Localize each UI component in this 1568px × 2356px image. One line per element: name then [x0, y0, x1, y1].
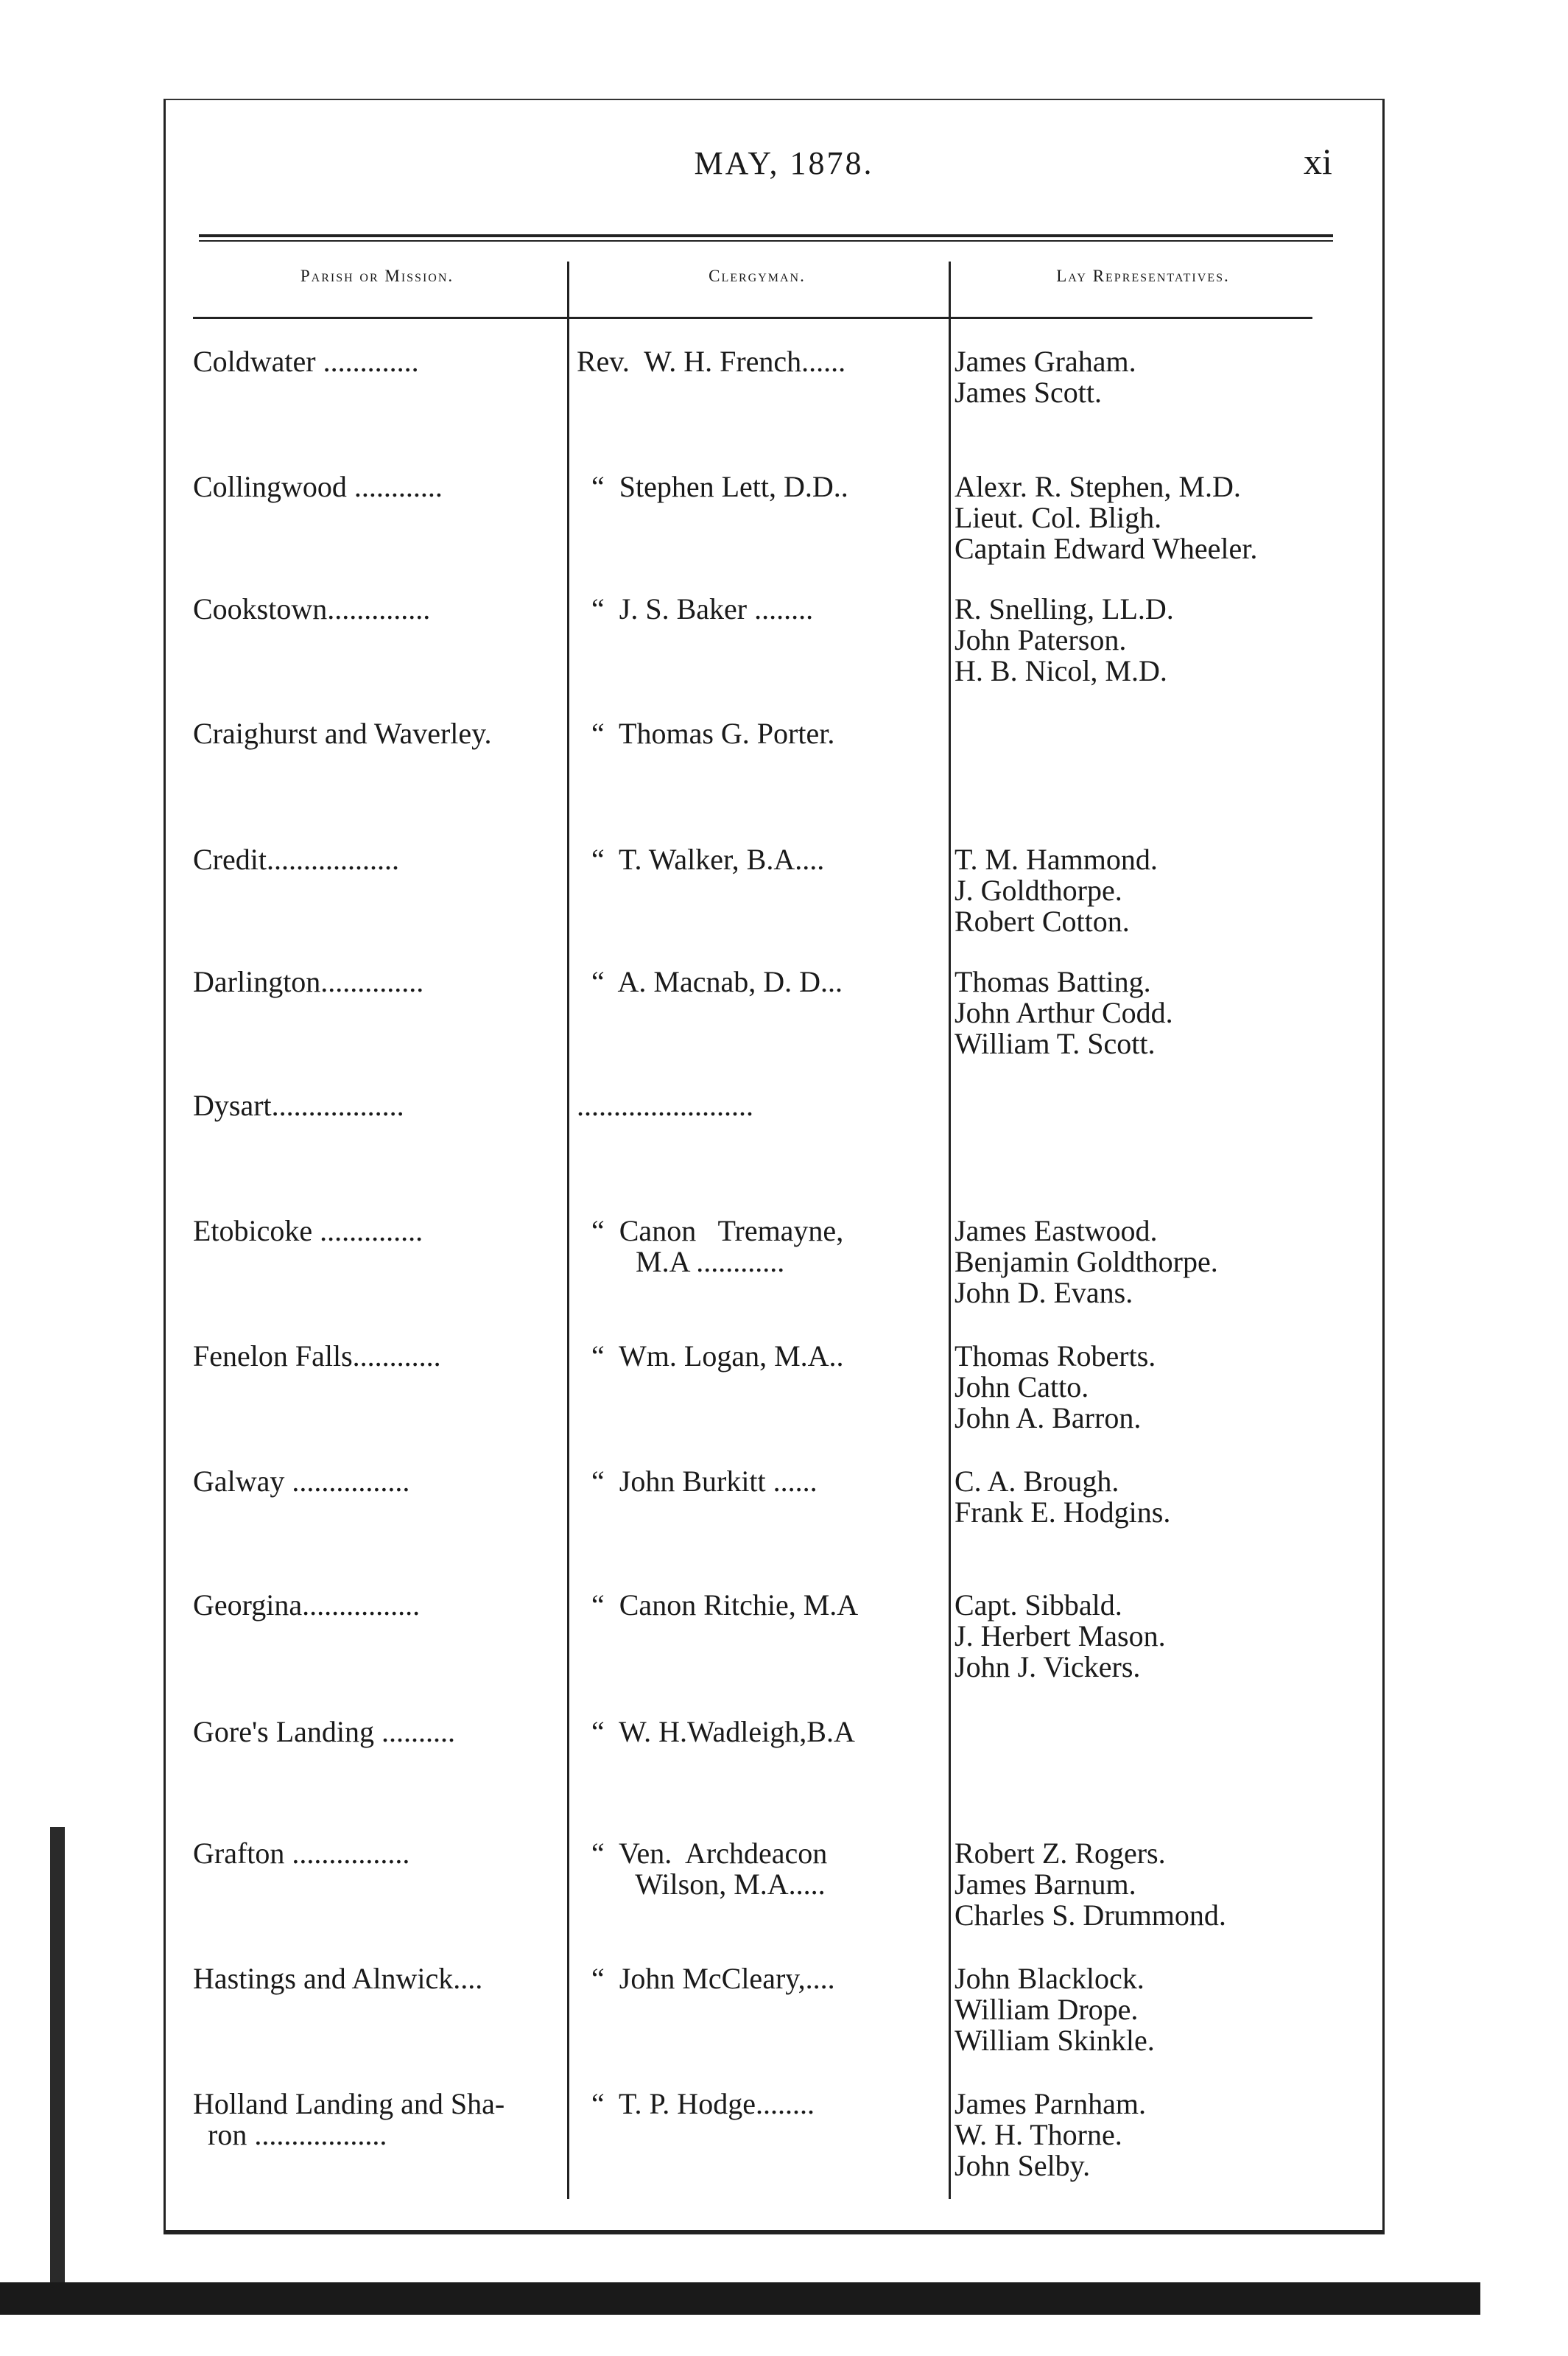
- parish-name: Dysart..................: [193, 1089, 404, 1122]
- clergyman-name: “ Stephen Lett, D.D..: [577, 470, 848, 503]
- lay-representative: Robert Cotton.: [954, 905, 1130, 938]
- column-header-parish: Parish or Mission.: [300, 267, 454, 285]
- lay-representative: John Selby.: [954, 2149, 1091, 2182]
- parish-name: Georgina................: [193, 1588, 421, 1621]
- parish-name: Galway ................: [193, 1465, 410, 1498]
- scan-bottom-band: [0, 2282, 1480, 2315]
- lay-representative: Capt. Sibbald.: [954, 1588, 1122, 1621]
- column-header-clergy: Clergyman.: [709, 267, 806, 285]
- lay-representative: C. A. Brough.: [954, 1465, 1119, 1498]
- lay-representatives: [954, 594, 1174, 687]
- lay-representative: T. M. Hammond.: [954, 843, 1158, 876]
- clergyman-name: “ John McCleary,....: [577, 1962, 835, 1995]
- lay-representative: William Drope.: [954, 1993, 1139, 2026]
- clergyman-name: Rev. W. H. French......: [577, 345, 846, 378]
- parish-name: Holland Landing and Sha- ron ..................: [193, 2087, 505, 2151]
- clergyman-name: “ Canon Tremayne, M.A ............: [591, 1214, 844, 1278]
- clergyman-name: “ Ven. Archdeacon Wilson, M.A.....: [591, 1837, 828, 1901]
- lay-representatives: [954, 346, 1136, 408]
- clergyman-name: “ Wm. Logan, M.A..: [577, 1339, 844, 1372]
- clergyman-name: “ W. H.Wadleigh,B.A: [577, 1715, 855, 1748]
- lay-representative: John D. Evans.: [954, 1276, 1133, 1309]
- lay-representative: William T. Scott.: [954, 1027, 1156, 1060]
- column-divider-1: [567, 262, 569, 2199]
- column-header-rule: [193, 317, 1312, 319]
- lay-representative: J. Herbert Mason.: [954, 1619, 1166, 1652]
- parish-name: Credit..................: [193, 843, 399, 876]
- lay-representatives: [954, 1216, 1218, 1308]
- lay-representative: John Arthur Codd.: [954, 996, 1173, 1029]
- lay-representatives: [954, 1466, 1170, 1528]
- parish-name: Coldwater .............: [193, 345, 419, 378]
- column-header-lay: Lay Representatives.: [1056, 267, 1230, 285]
- lay-representative: Thomas Roberts.: [954, 1339, 1156, 1372]
- lay-representative: Lieut. Col. Bligh.: [954, 501, 1162, 534]
- parish-name: Fenelon Falls............: [193, 1339, 441, 1372]
- lay-representatives: [954, 2089, 1146, 2181]
- lay-representatives: [954, 1590, 1166, 1683]
- lay-representative: John A. Barron.: [954, 1401, 1142, 1434]
- lay-representative: John Paterson.: [954, 623, 1127, 656]
- parish-name: Grafton ................: [193, 1837, 410, 1870]
- lay-representative: J. Goldthorpe.: [954, 874, 1122, 907]
- lay-representative: Charles S. Drummond.: [954, 1899, 1226, 1932]
- page-number: xi: [1304, 141, 1332, 182]
- parish-name: Gore's Landing ..........: [193, 1715, 456, 1748]
- clergyman-name: “ Thomas G. Porter.: [577, 717, 835, 750]
- lay-representatives: [954, 844, 1158, 937]
- lay-representatives: [954, 1341, 1156, 1434]
- table-bottom-rule: [164, 2232, 1385, 2234]
- lay-representative: James Graham.: [954, 345, 1136, 378]
- clergyman-name: “ John Burkitt ......: [577, 1465, 818, 1498]
- lay-representatives: [954, 471, 1257, 564]
- parish-name: Cookstown..............: [193, 592, 431, 625]
- header-rule-top-thin: [199, 240, 1333, 242]
- lay-representative: R. Snelling, LL.D.: [954, 592, 1174, 625]
- parish-name: Hastings and Alnwick....: [193, 1962, 483, 1995]
- lay-representative: John Blacklock.: [954, 1962, 1145, 1995]
- lay-representative: Alexr. R. Stephen, M.D.: [954, 470, 1241, 503]
- header-rule-top: [199, 234, 1333, 237]
- lay-representative: Captain Edward Wheeler.: [954, 532, 1258, 565]
- column-divider-2: [949, 262, 951, 2199]
- scan-edge: [50, 1827, 65, 2306]
- lay-representative: James Parnham.: [954, 2087, 1146, 2120]
- lay-representative: John Catto.: [954, 1370, 1089, 1403]
- lay-representative: William Skinkle.: [954, 2024, 1155, 2057]
- lay-representatives: [954, 1963, 1155, 2056]
- clergyman-name: “ T. P. Hodge........: [577, 2087, 815, 2120]
- lay-representative: Frank E. Hodgins.: [954, 1496, 1171, 1529]
- parish-name: Darlington..............: [193, 965, 424, 998]
- parish-name: Etobicoke ..............: [193, 1214, 423, 1247]
- lay-representative: John J. Vickers.: [954, 1650, 1141, 1683]
- lay-representative: Robert Z. Rogers.: [954, 1837, 1166, 1870]
- lay-representatives: [954, 967, 1173, 1059]
- parish-name: Craighurst and Waverley.: [193, 717, 492, 750]
- lay-representative: James Scott.: [954, 376, 1102, 409]
- clergyman-name: ........................: [577, 1089, 753, 1122]
- lay-representative: James Eastwood.: [954, 1214, 1158, 1247]
- lay-representative: H. B. Nicol, M.D.: [954, 654, 1167, 687]
- lay-representative: Thomas Batting.: [954, 965, 1151, 998]
- clergyman-name: “ A. Macnab, D. D...: [577, 965, 843, 998]
- lay-representatives: [954, 1838, 1226, 1931]
- running-head: MAY, 1878.: [694, 145, 874, 181]
- clergyman-name: “ T. Walker, B.A....: [577, 843, 825, 876]
- lay-representative: Benjamin Goldthorpe.: [954, 1245, 1218, 1278]
- lay-representative: James Barnum.: [954, 1868, 1136, 1901]
- parish-name: Collingwood ............: [193, 470, 443, 503]
- lay-representative: W. H. Thorne.: [954, 2118, 1122, 2151]
- clergyman-name: “ Canon Ritchie, M.A: [577, 1588, 859, 1621]
- clergyman-name: “ J. S. Baker ........: [577, 592, 814, 625]
